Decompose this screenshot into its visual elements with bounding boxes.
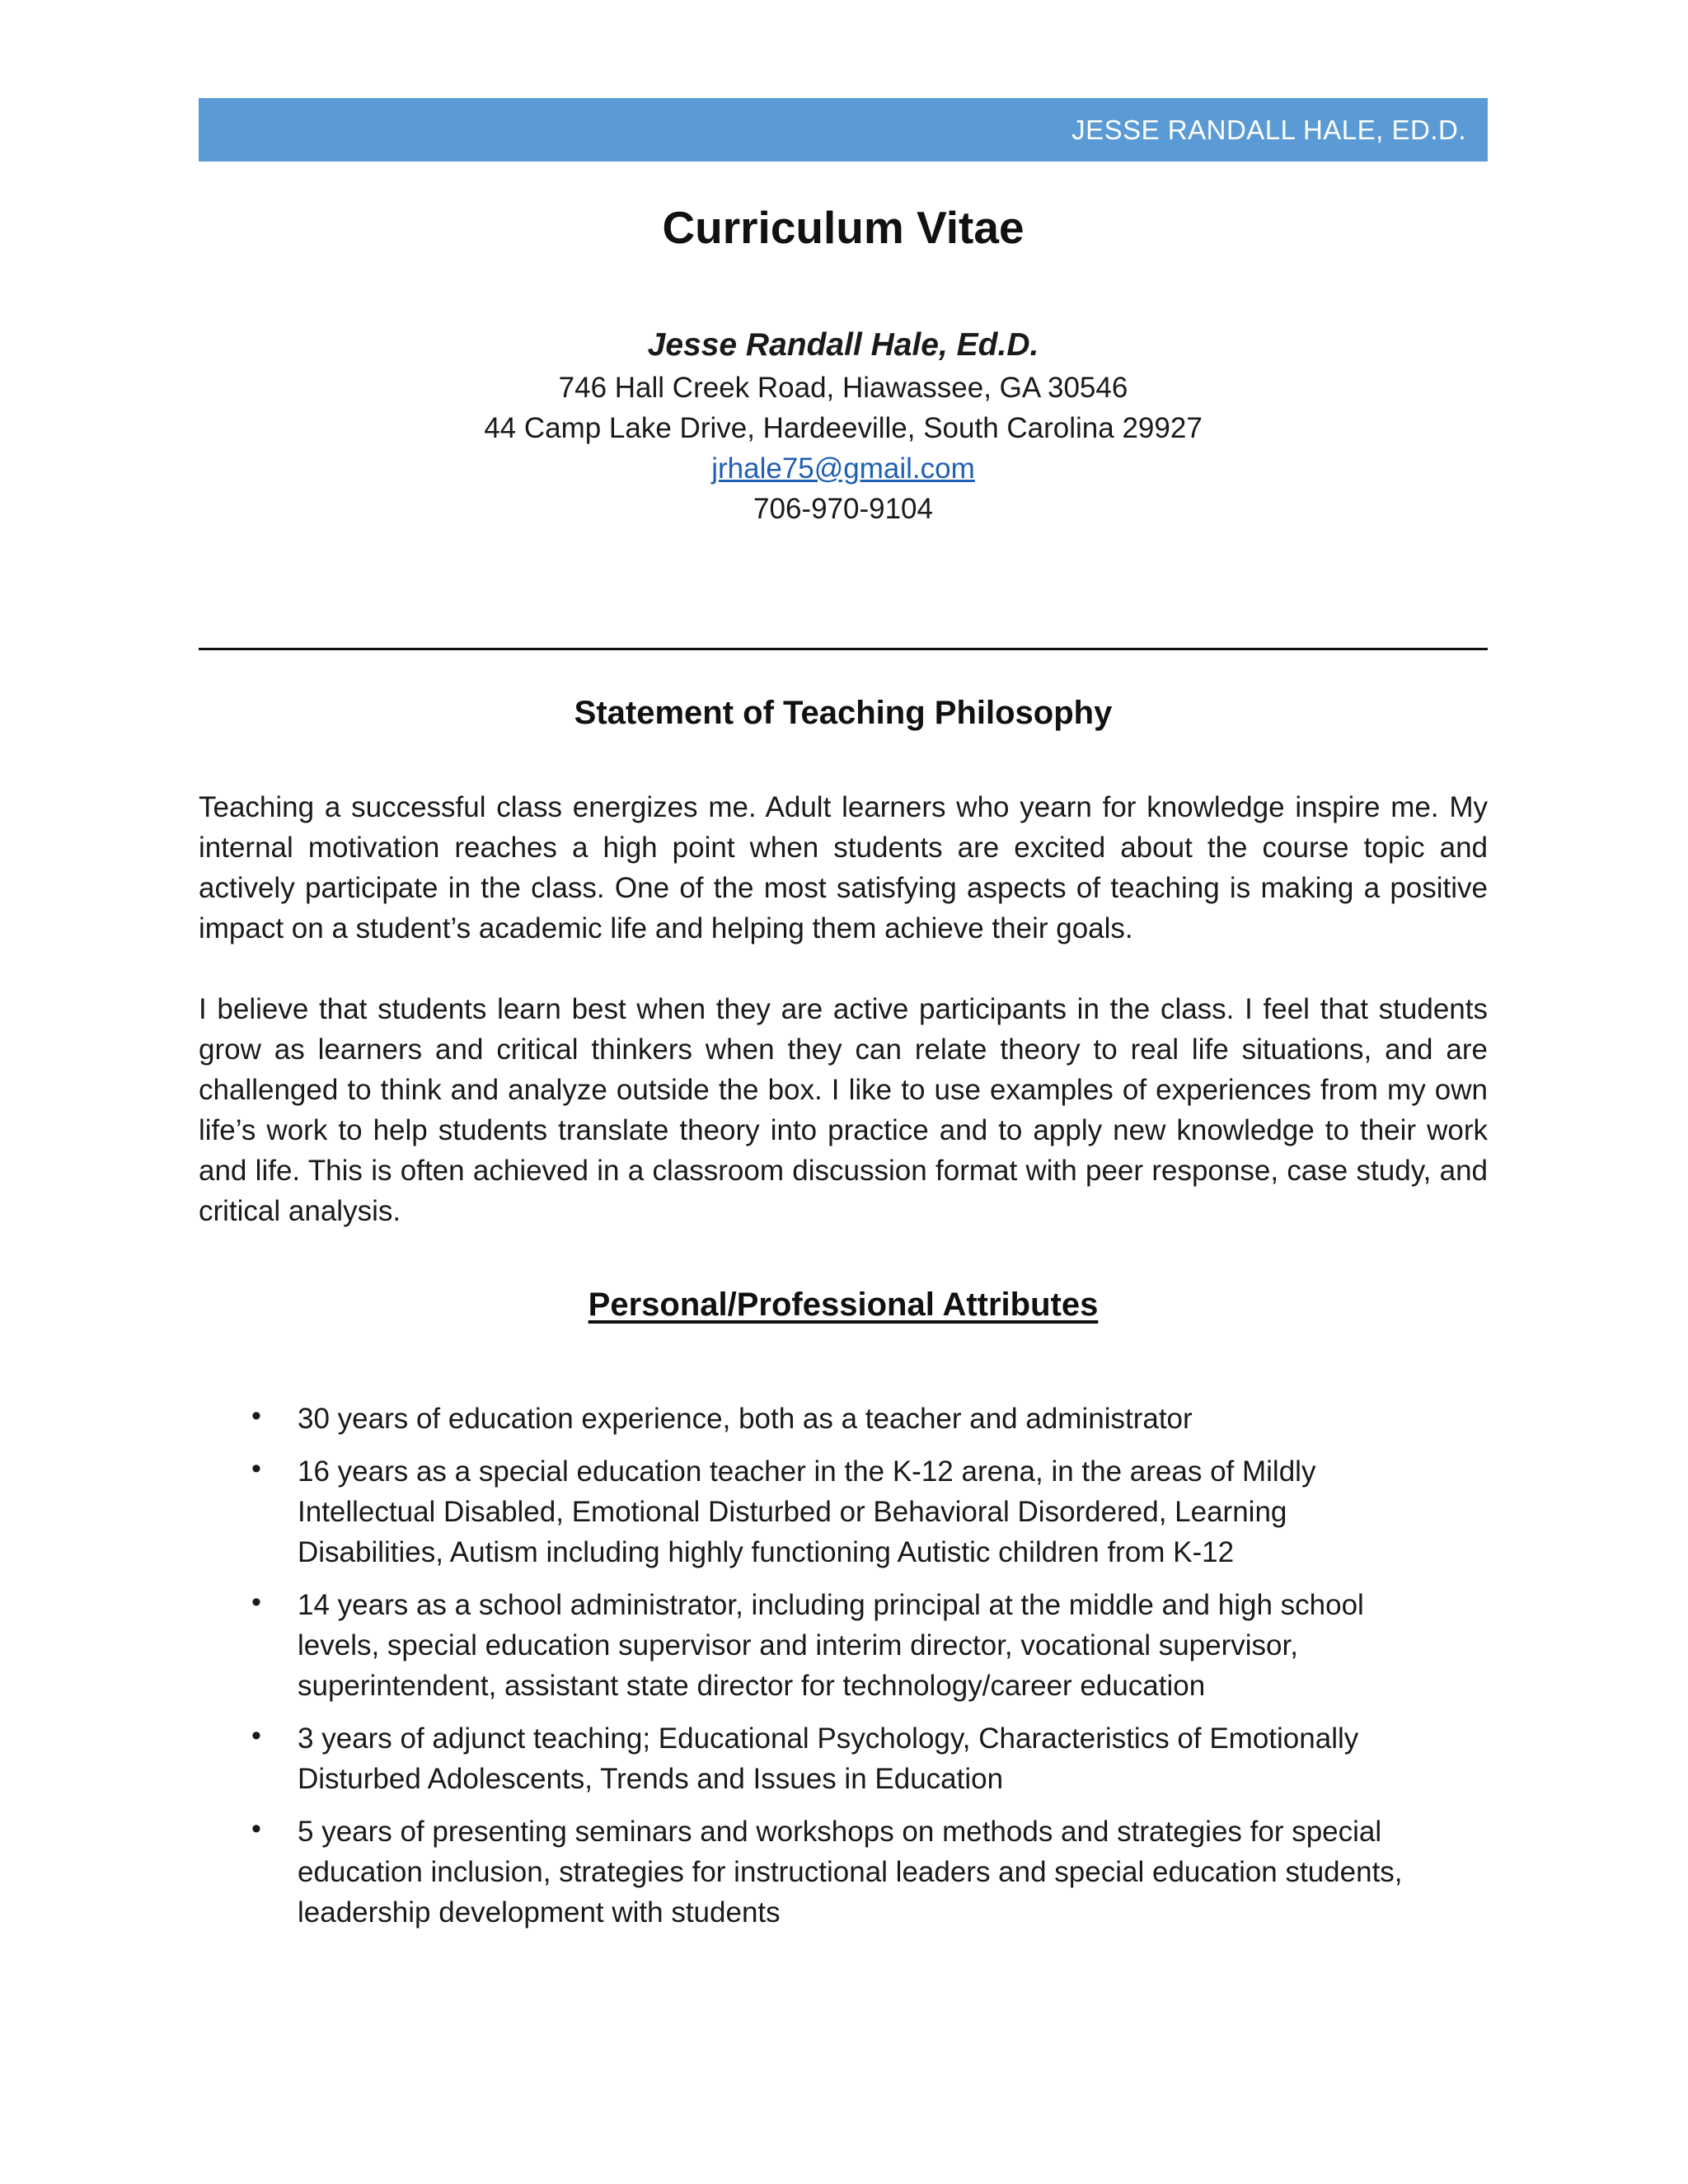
- list-item-text: 3 years of adjunct teaching; Educational Psychology, Characteristics of Emotionally Disturbed Adolescents, Trends and Issues in Education: [298, 1722, 1359, 1795]
- horizontal-divider: [199, 648, 1488, 650]
- list-item: [199, 1399, 1488, 1439]
- list-item: [199, 1811, 1488, 1933]
- philosophy-paragraph-2: I believe that students learn best when they are active participants in the class. I feel that students grow as learners and critical thinkers when they can relate theory to real life situations, and are challenged to think and analyze outside the box. I like to use examples of experiences from my own life’s work to help students translate theory into practice and to apply new knowledge to their work and life. This is often achieved in a classroom discussion format with peer response, case study, and critical analysis.: [199, 993, 1488, 1227]
- contact-name: Jesse Randall Hale, Ed.D.: [647, 327, 1039, 363]
- attributes-list: [199, 1399, 1488, 1945]
- address-line-1: 746 Hall Creek Road, Hiawassee, GA 30546: [558, 372, 1128, 404]
- attributes-heading: [199, 1286, 1488, 1324]
- philosophy-heading: Statement of Teaching Philosophy: [574, 695, 1113, 731]
- document-title: Curriculum Vitae: [662, 202, 1025, 253]
- attributes-heading-text: Personal/Professional Attributes: [588, 1286, 1099, 1323]
- list-item-text: 5 years of presenting seminars and workshops on methods and strategies for special education inclusion, strategies for instructional leaders and special education students, leadership development with students: [298, 1816, 1403, 1929]
- list-item: [199, 1451, 1488, 1572]
- list-item-text: 30 years of education experience, both as a teacher and administrator: [298, 1403, 1193, 1435]
- list-item-text: 16 years as a special education teacher in the K-12 arena, in the areas of Mildly Intellectual Disabled, Emotional Disturbed or Behavioral Disordered, Learning Disabilities, Autism including highly functioning Autistic children from K-12: [298, 1455, 1316, 1568]
- bullet-icon: •: [251, 1813, 261, 1844]
- bullet-icon: •: [251, 1453, 261, 1484]
- list-item: [199, 1718, 1488, 1799]
- philosophy-paragraph-1: Teaching a successful class energizes me. Adult learners who yearn for knowledge inspire me. My internal motivation reaches a high point when students are excited about the course topic and actively participate in the class. One of the most satisfying aspects of teaching is making a positive impact on a student’s academic life and helping them achieve their goals.: [199, 791, 1488, 944]
- bullet-icon: •: [251, 1400, 261, 1432]
- list-item: [199, 1585, 1488, 1706]
- contact-block: [199, 323, 1488, 529]
- phone-number: 706-970-9104: [753, 493, 933, 525]
- address-line-2: 44 Camp Lake Drive, Hardeeville, South Carolina 29927: [484, 412, 1203, 444]
- email-link[interactable]: jrhale75@gmail.com: [711, 452, 975, 485]
- header-banner: [199, 98, 1488, 162]
- bullet-icon: •: [251, 1720, 261, 1751]
- bullet-icon: •: [251, 1586, 261, 1618]
- list-item-text: 14 years as a school administrator, including principal at the middle and high school levels, special education supervisor and interim director, vocational supervisor, superintendent, assistant state director for technology/career education: [298, 1589, 1364, 1702]
- header-banner-text: JESSE RANDALL HALE, ED.D.: [1071, 114, 1466, 145]
